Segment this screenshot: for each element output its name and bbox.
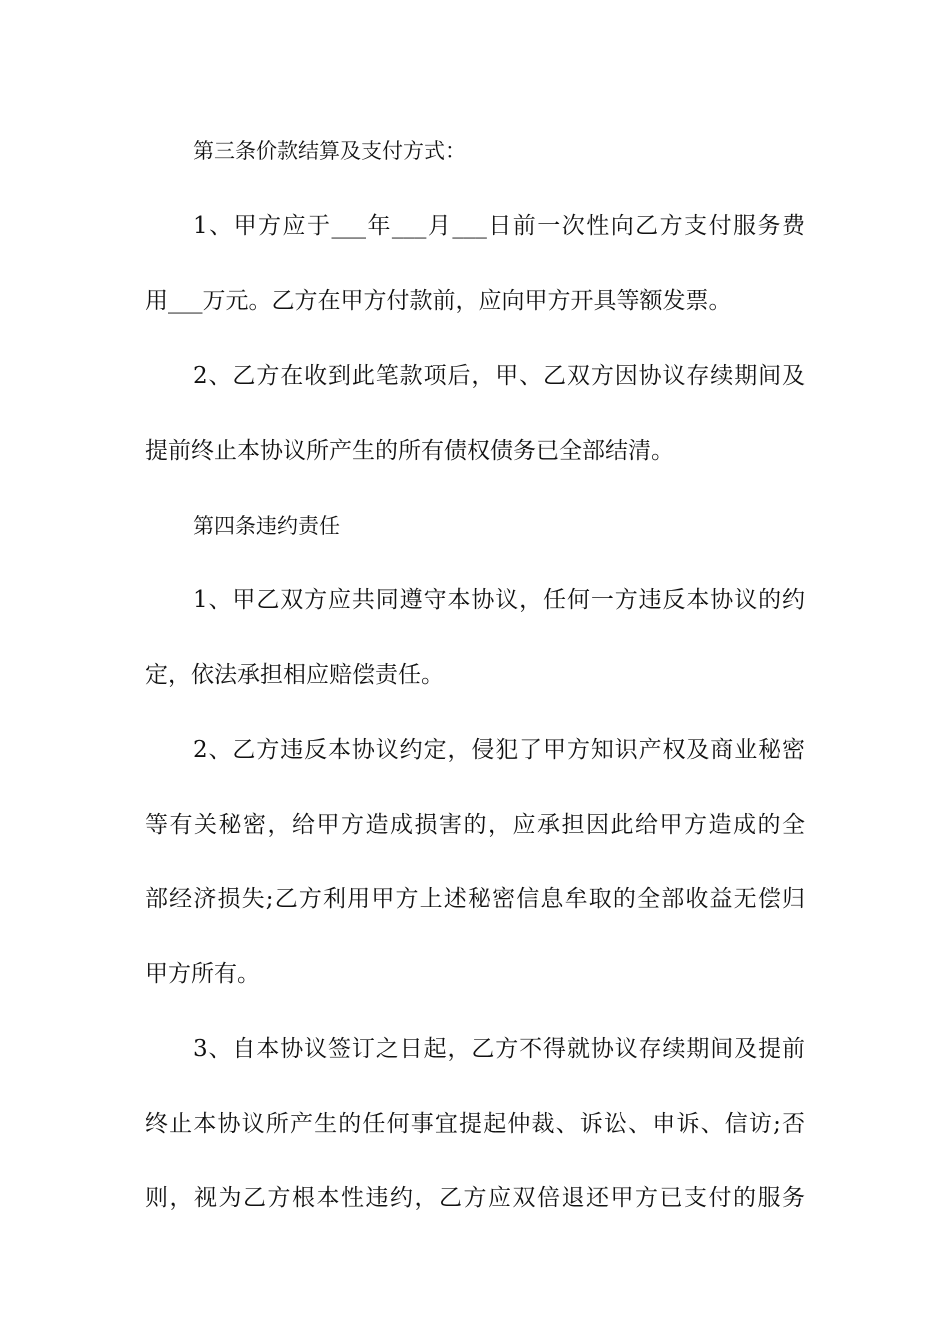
paragraph-line: 2、乙方违反本协议约定，侵犯了甲方知识产权及商业秘密 [193,737,805,763]
paragraph-line: 1、甲乙双方应共同遵守本协议，任何一方违反本协议的约 [193,587,805,613]
article-3-heading: 第三条价款结算及支付方式： [193,139,466,163]
paragraph-line: 3、自本协议签订之日起，乙方不得就协议存续期间及提前 [193,1036,805,1062]
paragraph-line: 1、甲方应于___年___月___日前一次性向乙方支付服务费 [193,213,805,239]
paragraph-line: 等有关秘密，给甲方造成损害的，应承担因此给甲方造成的全 [145,812,805,838]
paragraph-line: 甲方所有。 [145,961,260,987]
paragraph-line: 则，视为乙方根本性违约，乙方应双倍退还甲方已支付的服务 [145,1185,805,1211]
paragraph-line: 提前终止本协议所产生的所有债权债务已全部结清。 [145,438,674,464]
paragraph-line: 终止本协议所产生的任何事宜提起仲裁、诉讼、申诉、信访;否 [145,1111,805,1137]
paragraph-line: 定，依法承担相应赔偿责任。 [145,662,444,688]
article-4-heading: 第四条违约责任 [193,514,340,538]
paragraph-line: 2、乙方在收到此笔款项后，甲、乙双方因协议存续期间及 [193,363,805,389]
paragraph-line: 用___万元。乙方在甲方付款前，应向甲方开具等额发票。 [145,288,732,314]
paragraph-line: 部经济损失;乙方利用甲方上述秘密信息牟取的全部收益无偿归 [145,886,805,912]
